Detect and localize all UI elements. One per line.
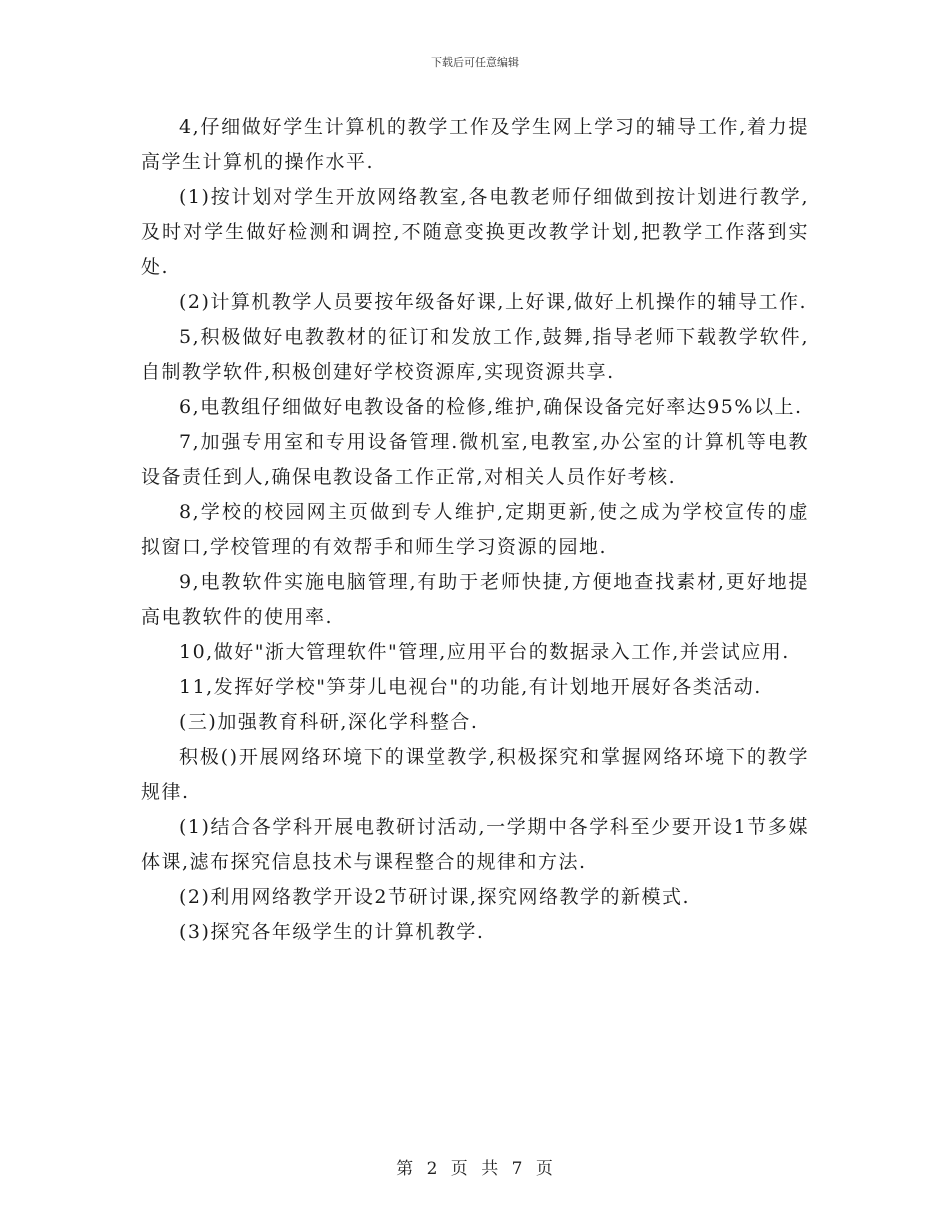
- page-header: 下载后可任意编辑: [431, 56, 519, 69]
- paragraph-sub-3-1: (1)结合各学科开展电教研讨活动,一学期中各学科至少要开设1节多媒体课,滤布探究信息技术与课程整合的规律和方法.: [141, 816, 809, 873]
- paragraph-item-6: 6,电教组仔细做好电教设备的检修,维护,确保设备完好率达95%以上.: [179, 396, 803, 418]
- paragraph-item-11: 11,发挥好学校"笋芽儿电视台"的功能,有计划地开展好各类活动.: [179, 676, 762, 698]
- document-body: [141, 110, 809, 950]
- paragraph-sub-3-2: (2)利用网络教学开设2节研讨课,探究网络教学的新模式.: [179, 886, 691, 908]
- paragraph-item-8: 8,学校的校园网主页做到专人维护,定期更新,使之成为学校宣传的虚拟窗口,学校管理的有效帮手和师生学习资源的园地.: [141, 501, 809, 558]
- paragraph-item-10: 10,做好"浙大管理软件"管理,应用平台的数据录入工作,并尝试应用.: [179, 641, 790, 663]
- paragraph-item-4: 4,仔细做好学生计算机的教学工作及学生网上学习的辅导工作,着力提高学生计算机的操作水平.: [141, 116, 809, 173]
- paragraph-item-5: 5,积极做好电教教材的征订和发放工作,鼓舞,指导老师下载教学软件,自制教学软件,积极创建好学校资源库,实现资源共享.: [141, 326, 809, 383]
- paragraph-item-7: 7,加强专用室和专用设备管理.微机室,电教室,办公室的计算机等电教设备责任到人,确保电教设备工作正常,对相关人员作好考核.: [141, 431, 809, 488]
- paragraph-sub-1: (1)按计划对学生开放网络教室,各电教老师仔细做到按计划进行教学,及时对学生做好检测和调控,不随意变换更改教学计划,把教学工作落到实处.: [141, 186, 809, 278]
- page-footer: 第 2 页 共 7 页: [396, 1159, 554, 1179]
- paragraph-sub-3-3: (3)探究各年级学生的计算机教学.: [179, 921, 485, 943]
- paragraph-sub-2: (2)计算机教学人员要按年级备好课,上好课,做好上机操作的辅导工作.: [179, 291, 808, 313]
- paragraph-intro: 积极()开展网络环境下的课堂教学,积极探究和掌握网络环境下的教学规律.: [141, 746, 809, 803]
- paragraph-item-9: 9,电教软件实施电脑管理,有助于老师快捷,方便地查找素材,更好地提高电教软件的使用率.: [141, 571, 809, 628]
- section-heading-3: (三)加强教育科研,深化学科整合.: [179, 711, 479, 733]
